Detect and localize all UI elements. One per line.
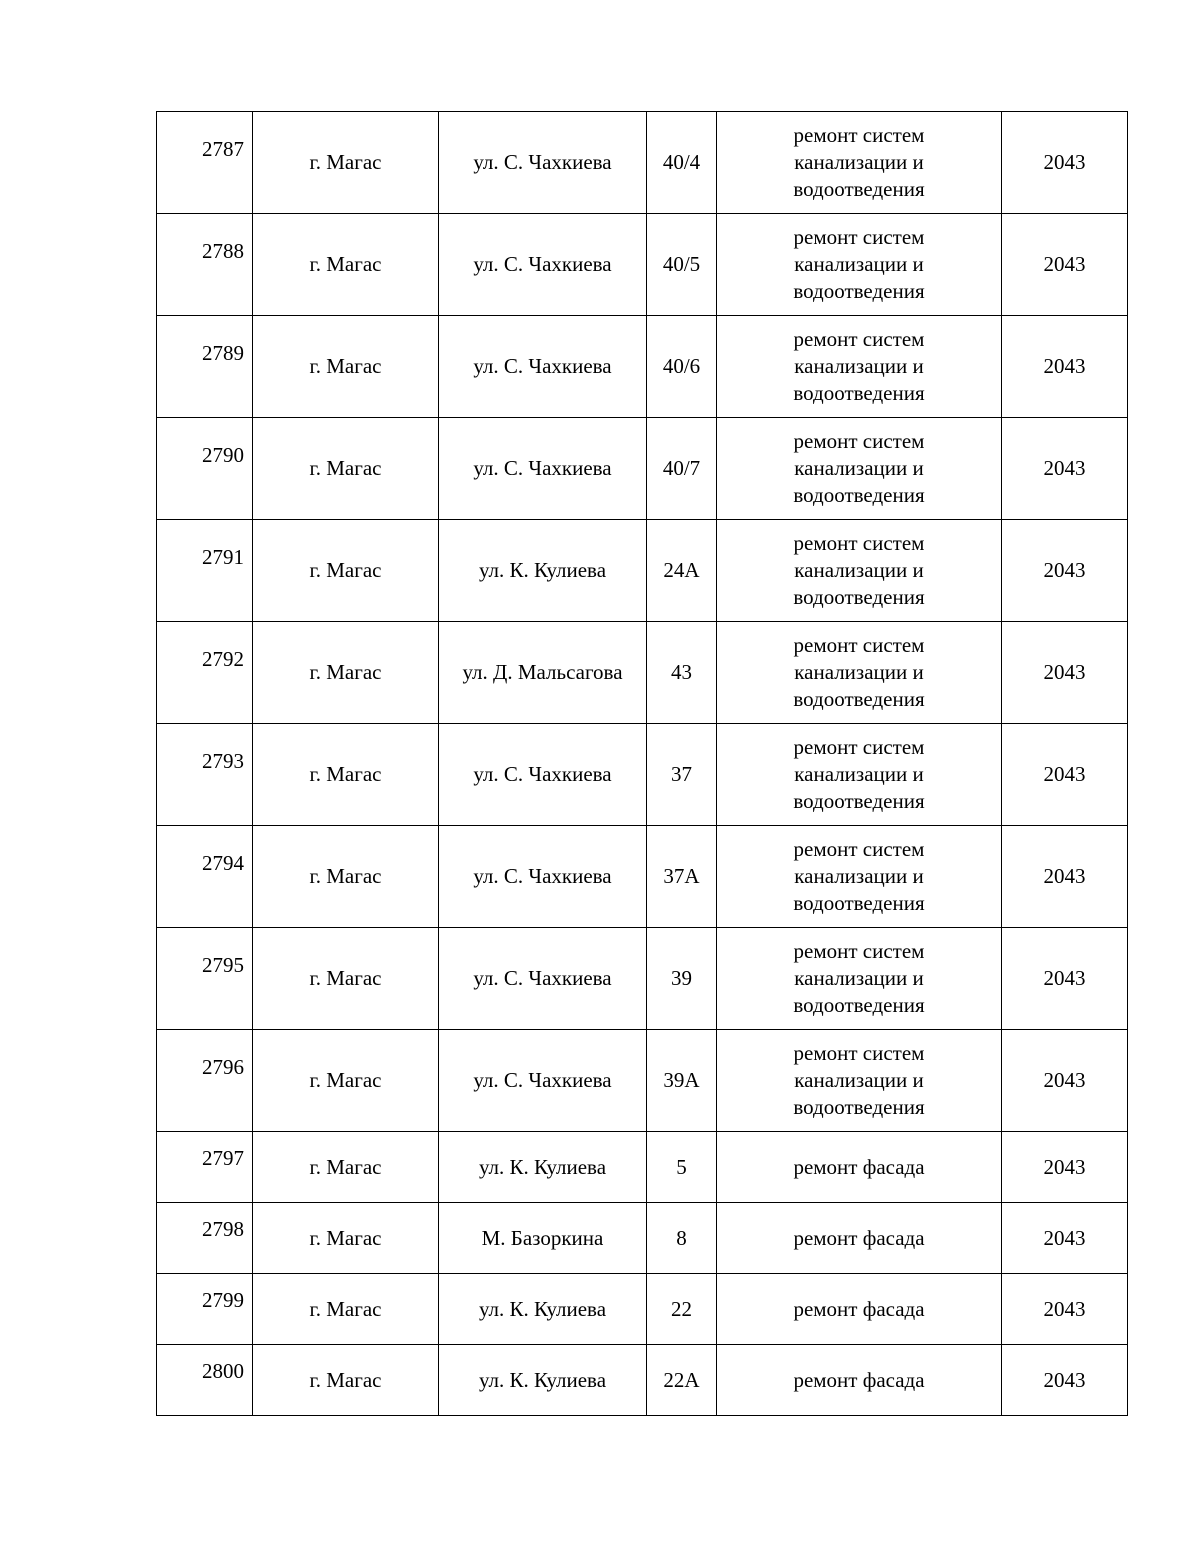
work-type-cell [717,1030,1002,1132]
row-number-cell: 2795 [157,928,253,1030]
work-type-cell [717,928,1002,1030]
house-number-cell: 40/7 [647,418,717,520]
work-type-cell [717,112,1002,214]
work-type-text: ремонт систем канализации и водоотведения [793,1041,925,1119]
work-type-text: ремонт систем канализации и водоотведения [793,633,925,711]
year-cell: 2043 [1002,1030,1128,1132]
row-number-cell: 2791 [157,520,253,622]
street-cell: ул. К. Кулиева [439,520,647,622]
registry-table [156,111,1128,1416]
work-type-text: ремонт фасада [793,1296,925,1321]
row-number-cell: 2789 [157,316,253,418]
city-cell: г. Магас [253,1274,439,1345]
street-cell: ул. К. Кулиева [439,1345,647,1416]
house-number-cell: 43 [647,622,717,724]
street-cell: ул. К. Кулиева [439,1132,647,1203]
house-number-cell: 37 [647,724,717,826]
work-type-cell [717,724,1002,826]
city-cell: г. Магас [253,1132,439,1203]
city-cell: г. Магас [253,724,439,826]
year-cell: 2043 [1002,214,1128,316]
table-row [157,622,1128,724]
work-type-text: ремонт систем канализации и водоотведения [793,327,925,405]
table-row [157,826,1128,928]
street-cell: ул. С. Чахкиева [439,112,647,214]
table-row [157,1030,1128,1132]
work-type-text: ремонт систем канализации и водоотведения [793,837,925,915]
table-row [157,1203,1128,1274]
registry-table-body [157,112,1128,1416]
city-cell: г. Магас [253,1203,439,1274]
street-cell: ул. С. Чахкиева [439,214,647,316]
work-type-text: ремонт систем канализации и водоотведения [793,939,925,1017]
house-number-cell: 37А [647,826,717,928]
street-cell: М. Базоркина [439,1203,647,1274]
row-number-cell: 2790 [157,418,253,520]
row-number-cell: 2787 [157,112,253,214]
house-number-cell: 24А [647,520,717,622]
year-cell: 2043 [1002,112,1128,214]
city-cell: г. Магас [253,622,439,724]
work-type-text: ремонт систем канализации и водоотведения [793,225,925,303]
city-cell: г. Магас [253,214,439,316]
house-number-cell: 40/4 [647,112,717,214]
work-type-text: ремонт систем канализации и водоотведения [793,429,925,507]
year-cell: 2043 [1002,418,1128,520]
table-row [157,928,1128,1030]
row-number-cell: 2794 [157,826,253,928]
work-type-cell [717,826,1002,928]
house-number-cell: 8 [647,1203,717,1274]
year-cell: 2043 [1002,1132,1128,1203]
row-number-cell: 2797 [157,1132,253,1203]
row-number-cell: 2800 [157,1345,253,1416]
street-cell: ул. С. Чахкиева [439,1030,647,1132]
work-type-cell [717,214,1002,316]
work-type-cell [717,622,1002,724]
row-number-cell: 2796 [157,1030,253,1132]
row-number-cell: 2799 [157,1274,253,1345]
work-type-cell [717,520,1002,622]
house-number-cell: 40/5 [647,214,717,316]
work-type-cell [717,1345,1002,1416]
city-cell: г. Магас [253,826,439,928]
row-number-cell: 2788 [157,214,253,316]
work-type-text: ремонт систем канализации и водоотведения [793,531,925,609]
city-cell: г. Магас [253,520,439,622]
street-cell: ул. С. Чахкиева [439,928,647,1030]
year-cell: 2043 [1002,826,1128,928]
table-row [157,520,1128,622]
row-number-cell: 2793 [157,724,253,826]
table-row [157,724,1128,826]
work-type-text: ремонт систем канализации и водоотведения [793,735,925,813]
city-cell: г. Магас [253,928,439,1030]
house-number-cell: 5 [647,1132,717,1203]
house-number-cell: 22 [647,1274,717,1345]
street-cell: ул. С. Чахкиева [439,826,647,928]
house-number-cell: 40/6 [647,316,717,418]
table-row [157,418,1128,520]
work-type-cell [717,1203,1002,1274]
work-type-cell [717,1274,1002,1345]
year-cell: 2043 [1002,316,1128,418]
year-cell: 2043 [1002,520,1128,622]
year-cell: 2043 [1002,1274,1128,1345]
year-cell: 2043 [1002,928,1128,1030]
house-number-cell: 39А [647,1030,717,1132]
city-cell: г. Магас [253,112,439,214]
table-row [157,1345,1128,1416]
street-cell: ул. С. Чахкиева [439,316,647,418]
year-cell: 2043 [1002,1345,1128,1416]
work-type-text: ремонт фасада [793,1225,925,1250]
street-cell: ул. К. Кулиева [439,1274,647,1345]
table-row [157,1274,1128,1345]
work-type-cell [717,418,1002,520]
street-cell: ул. С. Чахкиева [439,418,647,520]
work-type-text: ремонт фасада [793,1154,925,1179]
row-number-cell: 2792 [157,622,253,724]
work-type-cell [717,1132,1002,1203]
year-cell: 2043 [1002,622,1128,724]
work-type-cell [717,316,1002,418]
city-cell: г. Магас [253,1030,439,1132]
year-cell: 2043 [1002,1203,1128,1274]
work-type-text: ремонт систем канализации и водоотведения [793,123,925,201]
city-cell: г. Магас [253,418,439,520]
street-cell: ул. Д. Мальсагова [439,622,647,724]
table-row [157,214,1128,316]
work-type-text: ремонт фасада [793,1367,925,1392]
house-number-cell: 22А [647,1345,717,1416]
year-cell: 2043 [1002,724,1128,826]
row-number-cell: 2798 [157,1203,253,1274]
table-row [157,112,1128,214]
table-row [157,1132,1128,1203]
street-cell: ул. С. Чахкиева [439,724,647,826]
table-row [157,316,1128,418]
city-cell: г. Магас [253,1345,439,1416]
house-number-cell: 39 [647,928,717,1030]
city-cell: г. Магас [253,316,439,418]
